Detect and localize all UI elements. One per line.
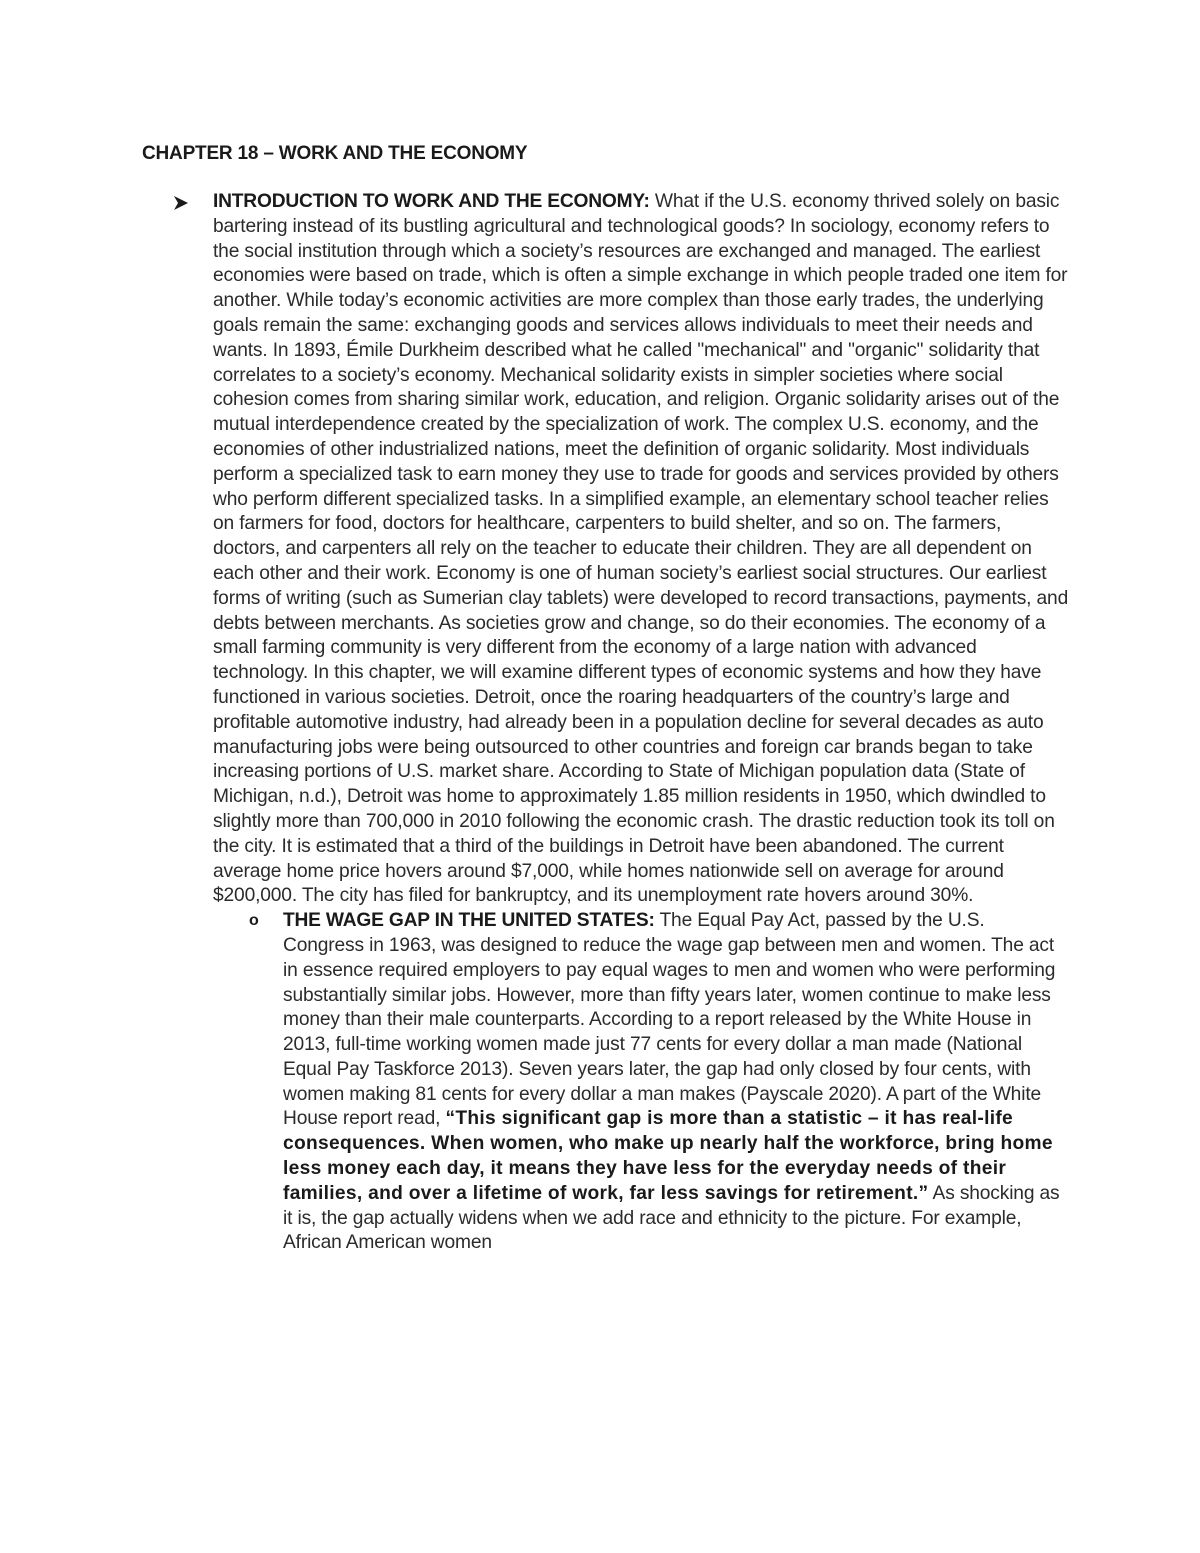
section-wage-gap-paragraph (283, 909, 1068, 1256)
section-wage-gap-heading: THE WAGE GAP IN THE UNITED STATES: (283, 910, 655, 932)
section-wage-gap (249, 909, 1068, 1256)
chapter-title: CHAPTER 18 – WORK AND THE ECONOMY (142, 143, 528, 164)
arrow-bullet-icon (173, 195, 189, 211)
section-introduction (213, 190, 1073, 1256)
section-introduction-body: What if the U.S. economy thrived solely on basic bartering instead of its bustling agricultural and technological goods? In sociology, economy refers to the social institution through which a society’s resources are exchanged and managed. The earliest economies were based on trade, which is often a simple exchange in which people traded one item for another. While today’s economic activities are more complex than those early trades, the underlying goals remain the same: exchanging goods and services allows individuals to meet their needs and wants. In 1893, Émile Durkheim described what he called "mechanical" and "organic" solidarity that correlates to a society’s economy. Mechanical solidarity exists in simpler societies where social cohesion comes from sharing similar work, education, and religion. Organic solidarity arises out of the mutual interdependence created by the specialization of work. The complex U.S. economy, and the economies of other industrialized nations, meet the definition of organic solidarity. Most individuals perform a specialized task to earn money they use to trade for goods and services provided by others who perform different specialized tasks. In a simplified example, an elementary school teacher relies on farmers for food, doctors for healthcare, carpenters to build shelter, and so on. The farmers, doctors, and carpenters all rely on the teacher to educate their children. They are all dependent on each other and their work. Economy is one of human society’s earliest social structures. Our earliest forms of writing (such as Sumerian clay tablets) were developed to record transactions, payments, and debts between merchants. As societies grow and change, so do their economies. The economy of a small farming community is very different from the economy of a large nation with advanced technology. In this chapter, we will examine different types of economic systems and how they have functioned in various societies. Detroit, once the roaring headquarters of the country’s large and profitable automotive industry, had already been in a population decline for several decades as auto manufacturing jobs were being outsourced to other countries and foreign car brands began to take increasing portions of U.S. market share. According to State of Michigan population data (State of Michigan, n.d.), Detroit was home to approximately 1.85 million residents in 1950, which dwindled to slightly more than 700,000 in 2010 following the economic crash. The drastic reduction took its toll on the city. It is estimated that a third of the buildings in Detroit have been abandoned. The current average home price hovers around $7,000, while homes nationwide sell on average for around $200,000. The city has filed for bankruptcy, and its unemployment rate hovers around 30%. (213, 191, 1069, 907)
section-introduction-heading: INTRODUCTION TO WORK AND THE ECONOMY: (213, 191, 650, 212)
section-wage-gap-body: The Equal Pay Act, passed by the U.S. Congress in 1963, was designed to reduce the wage gap between men and women. The act in essence required employers to pay equal wages to men and women who were performing substantially similar jobs. However, more than fifty years later, women continue to make less money than their male counterparts. According to a report released by the White House in 2013, full-time working women made just 77 cents for every dollar a man made (National Equal Pay Taskforce 2013). Seven years later, the gap had only closed by four cents, with women making 81 cents for every dollar a man makes (Payscale 2020). A part of the White House report read, (283, 910, 1056, 1130)
circle-bullet-icon: o (249, 912, 259, 930)
section-introduction-paragraph (213, 190, 1073, 909)
section-wage-gap-body-continued: As shocking as it is, the gap actually widens when we add race and ethnicity to the picture. For example, African American women (283, 1182, 1060, 1254)
white-house-quote: “This significant gap is more than a statistic – it has real-life consequences. When women, who make up nearly half the workforce, bring home less money each day, it means they have less for the everyday needs of their families, and over a lifetime of work, far less savings for retirement.” (283, 1108, 1053, 1204)
